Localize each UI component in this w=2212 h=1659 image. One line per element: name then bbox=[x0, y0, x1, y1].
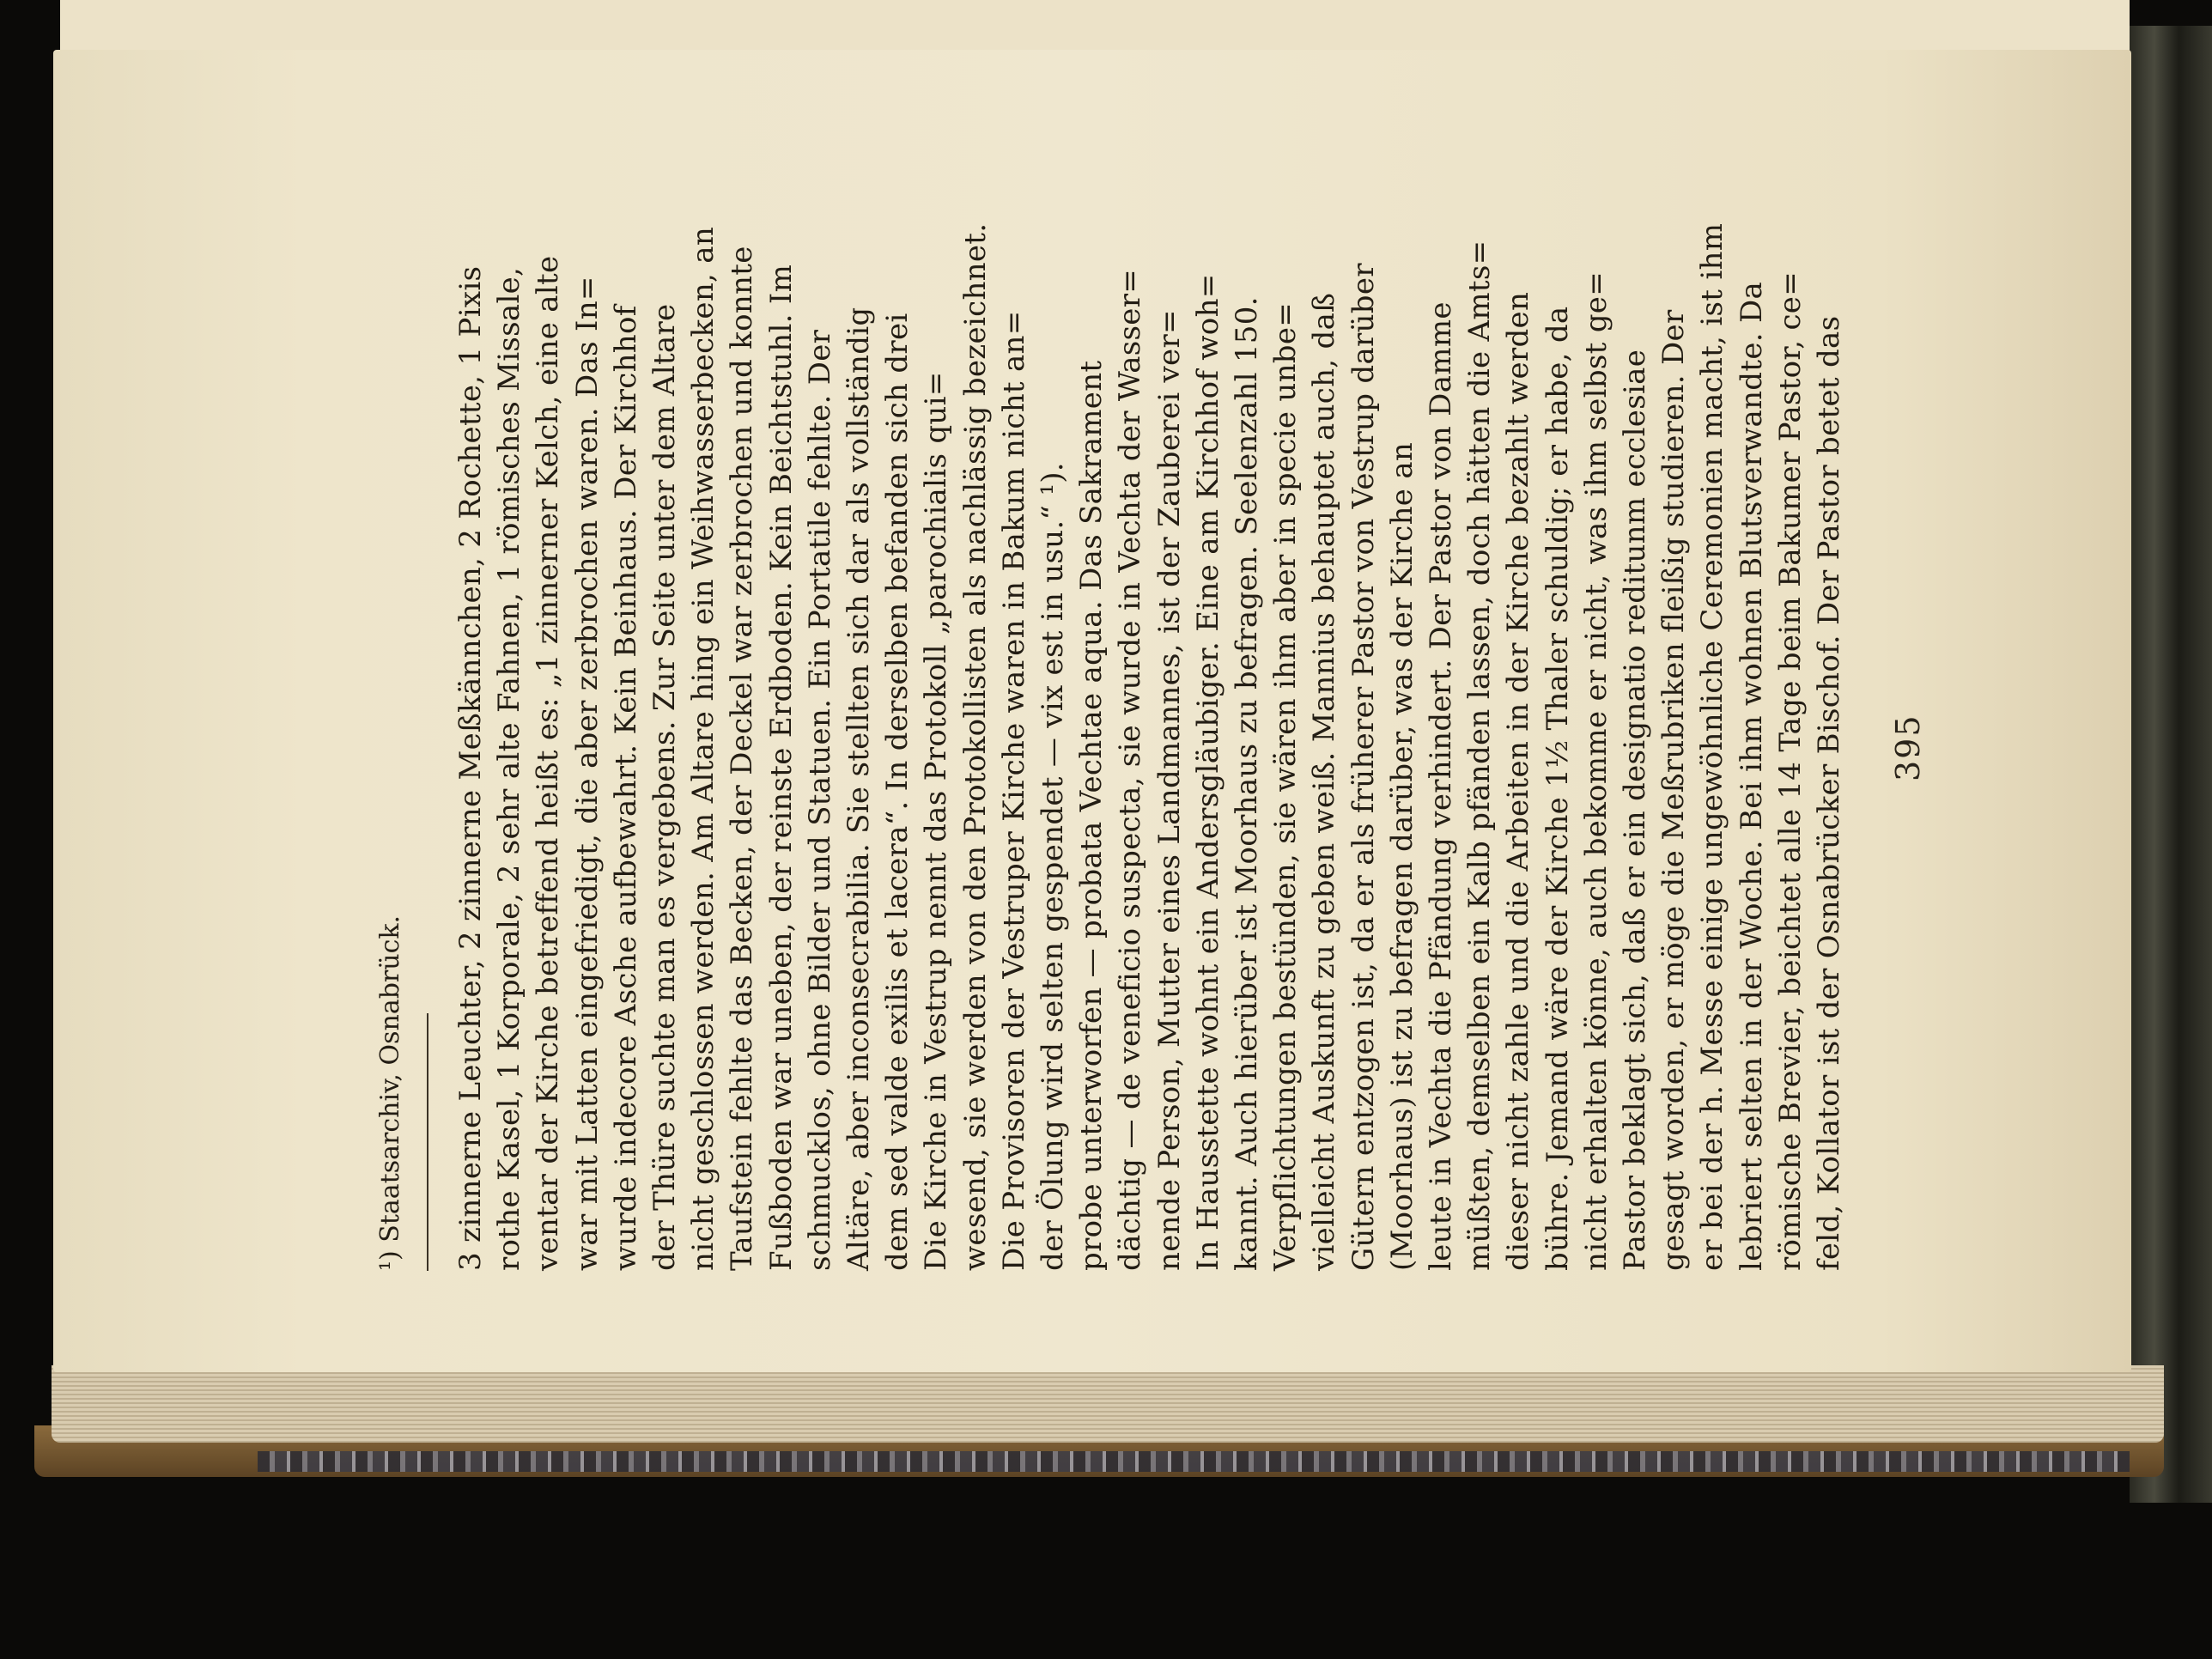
text-line: rothe Kasel, 1 Korporale, 2 sehr alte Fahnen, 1 römisches Missale, bbox=[492, 266, 527, 1271]
book-binding bbox=[2130, 26, 2212, 1503]
text-line: nicht geschlossen werden. Am Altare hing ein Weihwasserbecken, an bbox=[686, 226, 721, 1271]
previous-page-edge bbox=[60, 0, 2130, 55]
text-line: probe unterworfen — probata Vechtae aqua. Das Sakrament bbox=[1074, 360, 1109, 1271]
text-line: wurde indecore Asche aufbewahrt. Kein Beinhaus. Der Kirchhof bbox=[608, 305, 643, 1271]
text-line: Verpflichtungen bestünden, sie wären ihm aber in specie unbe= bbox=[1268, 301, 1304, 1271]
page-stack bbox=[52, 1365, 2164, 1443]
text-line: dächtig — de veneficio suspecta, sie wurde in Vechta der Wasser= bbox=[1113, 268, 1148, 1271]
text-line: schmucklos, ohne Bilder und Statuen. Ein Portatile fehlte. Der bbox=[802, 329, 837, 1271]
page-number: 395 bbox=[1889, 714, 1927, 781]
text-line: war mit Latten eingefriedigt, die aber zerbrochen waren. Das In= bbox=[569, 276, 605, 1271]
text-line: feld, Kollator ist der Osnabrücker Bischof. Der Pastor betet das bbox=[1812, 315, 1846, 1271]
text-line: gesagt worden, er möge die Meßrubriken fleißig studieren. Der bbox=[1656, 309, 1692, 1271]
text-line: Fußboden war uneben, der reinste Erdboden. Kein Beichtstuhl. Im bbox=[763, 264, 799, 1271]
footnote: ¹) Staatsarchiv, Osnabrück. bbox=[375, 915, 405, 1271]
text-line: dem sed valde exilis et lacera“. In derselben befanden sich drei bbox=[880, 313, 915, 1271]
text-line: vielleicht Auskunft zu geben weiß. Mannius behauptet auch, daß bbox=[1307, 292, 1342, 1271]
text-line: Die Kirche in Vestrup nennt das Protokoll „parochialis qui= bbox=[919, 371, 954, 1271]
text-line: der Ölung wird selten gespendet — vix est in usu.“ ¹). bbox=[1036, 462, 1070, 1271]
text-line: Die Provisoren der Vestruper Kirche waren in Bakum nicht an= bbox=[996, 310, 1031, 1271]
text-line: Pastor beklagt sich, daß er ein designatio reditunm ecclesiae bbox=[1618, 349, 1652, 1271]
text-line: dieser nicht zahle und die Arbeiten in der Kirche bezahlt werden bbox=[1501, 291, 1536, 1271]
marbled-edge bbox=[258, 1451, 2130, 1472]
text-line: Taufstein fehlte das Becken, der Deckel war zerbrochen und konnte bbox=[725, 246, 760, 1271]
footnote-rule bbox=[427, 1013, 428, 1271]
text-line: 3 zinnerne Leuchter, 2 zinnerne Meßkännchen, 2 Rochette, 1 Pixis bbox=[453, 265, 488, 1271]
text-line: er bei der h. Messe einige ungewöhnliche Ceremonien macht, ist ihm bbox=[1695, 222, 1730, 1271]
text-line: lebriert selten in der Woche. Bei ihm wohnen Blutsverwandte. Da bbox=[1734, 281, 1769, 1271]
text-line: In Hausstette wohnt ein Andersgläubiger. Eine am Kirchhof woh= bbox=[1190, 273, 1225, 1271]
text-line: nicht erhalten könne, auch bekomme er nicht, was ihm selbst ge= bbox=[1578, 271, 1613, 1271]
text-line: Altäre, aber inconsecrabilia. Sie stellten sich dar als vollständig bbox=[842, 307, 876, 1271]
rotated-text-area bbox=[375, 129, 1936, 1288]
text-line: römische Brevier, beichtet alle 14 Tage beim Bakumer Pastor, ce= bbox=[1772, 271, 1808, 1271]
text-line: nende Person, Mutter eines Landmannes, ist der Zauberei ver= bbox=[1152, 309, 1187, 1271]
text-line: (Moorhaus) ist zu befragen darüber, was der Kirche an bbox=[1384, 441, 1419, 1271]
text-line: bühre. Jemand wäre der Kirche 1½ Thaler schuldig; er habe, da bbox=[1540, 306, 1575, 1271]
text-line: wesend, sie werden von den Protokollisten als nachlässig bezeichnet. bbox=[957, 222, 993, 1271]
text-line: kannt. Auch hierüber ist Moorhaus zu befragen. Seelenzahl 150. bbox=[1230, 296, 1264, 1271]
text-line: der Thüre suchte man es vergebens. Zur Seite unter dem Altare bbox=[647, 303, 682, 1271]
text-line: müßten, demselben ein Kalb pfänden lassen, doch hätten die Amts= bbox=[1462, 240, 1498, 1271]
text-line: ventar der Kirche betreffend heißt es: „1 zinnerner Kelch, eine alte bbox=[531, 255, 566, 1271]
text-line: leute in Vechta die Pfändung verhindert. Der Pastor von Damme bbox=[1424, 301, 1458, 1271]
text-line: Gütern entzogen ist, da er als früherer Pastor von Vestrup darüber bbox=[1346, 263, 1381, 1271]
text-content bbox=[375, 129, 1936, 1288]
